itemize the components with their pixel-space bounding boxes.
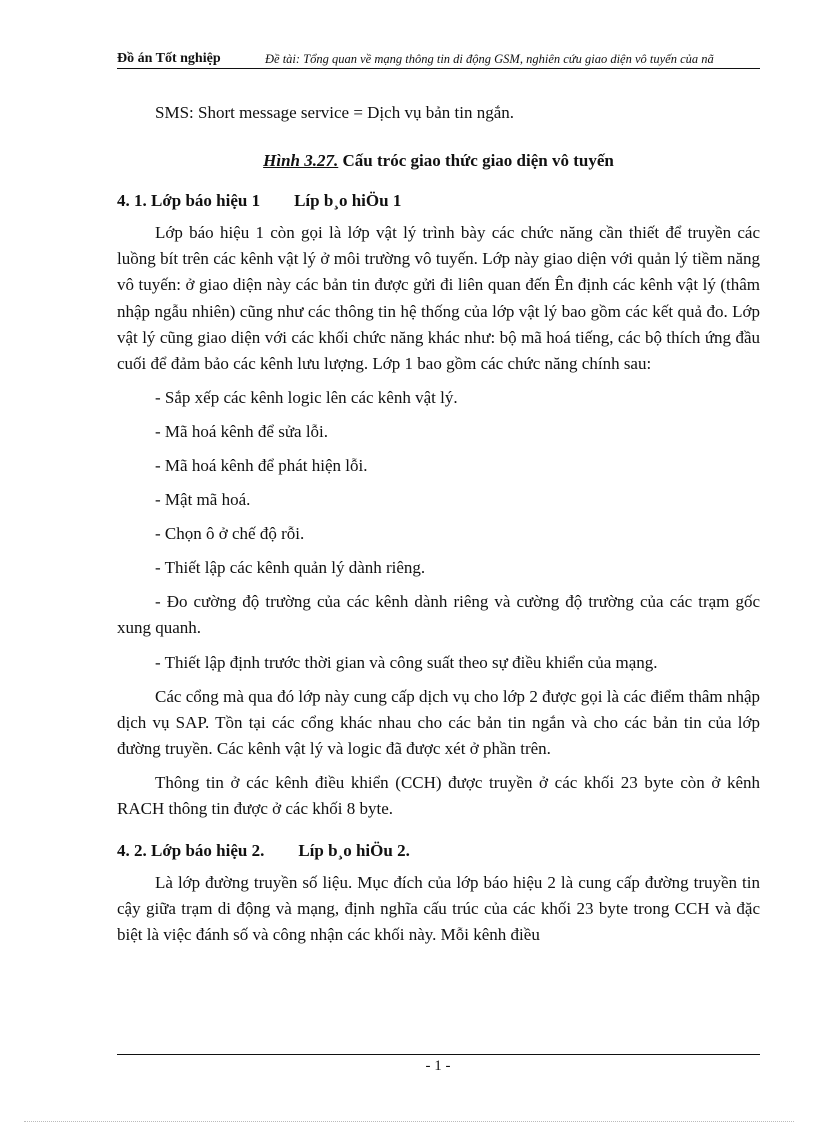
page-header [117,50,760,69]
figure-caption [117,151,760,171]
section-2-paragraph-1: Là lớp đường truyền số liệu. Mục đích của lớp báo hiệu 2 là cung cấp đường truyền tin cậy giữa trạm di động và mạng, định nghĩa cấu trúc của các khối 23 byte trong CCH và đặc biệt là việc đánh số và công nhận các khối này. Mỗi kênh điều [117,872,760,945]
header-topic: Đề tài: Tổng quan về mạng thông tin di động GSM, nghiên cứu giao diện vô tuyến của nã [265,52,714,66]
page-bottom-border [24,1121,794,1122]
footer-rule [117,1054,760,1055]
section-heading-2 [117,841,760,861]
figure-title: Cấu tróc giao thức giao diện vô tuyến [338,151,614,170]
section-1-title: 4. 1. Lớp báo hiệu 1 [117,191,261,210]
section-2-title: 4. 2. Lớp báo hiệu 2. [117,840,265,860]
section-heading-1 [117,191,760,211]
list-item: - Đo cường độ trường của các kênh dành riêng và cường độ trường của các trạm gốc xung quanh. [117,592,760,638]
list-item: - Chọn ô ở chế độ rỗi. [155,524,305,544]
section-1-paragraph-2: Các cổng mà qua đó lớp này cung cấp dịch vụ cho lớp 2 được gọi là các điểm thâm nhập dịch vụ SAP. Tồn tại các cổng khác nhau cho các bản tin ngắn và cho các bản tin của lớp đường truyền. Các kênh vật lý và logic đã được xét ở phần trên. [117,686,760,759]
document-body [117,100,760,948]
list-item: - Mã hoá kênh để sửa lỗi. [155,422,329,442]
list-item: - Mật mã hoá. [155,490,251,510]
list-item: - Sắp xếp các kênh logic lên các kênh vật lý. [155,388,458,408]
header-thesis-label: Đồ án Tốt nghiệp [117,51,221,66]
section-1-paragraph-3: Thông tin ở các kênh điều khiển (CCH) được truyền ở các khối 23 byte còn ở kênh RACH thông tin được ở các khối 8 byte. [117,773,760,819]
sms-definition: SMS: Short message service = Dịch vụ bản tin ngắn. [155,103,514,122]
section-1-title-alt: Líp b¸o hiÖu 1 [294,191,402,210]
section-2-title-alt: Líp b¸o hiÖu 2. [298,840,410,860]
page-number: - 1 - [425,1058,451,1074]
list-item: - Thiết lập định trước thời gian và công suất theo sự điều khiển của mạng. [155,652,658,672]
list-item: - Mã hoá kênh để phát hiện lỗi. [155,456,368,476]
figure-number: Hình 3.27. [263,151,339,170]
list-item: - Thiết lập các kênh quản lý dành riêng. [155,558,426,578]
section-1-paragraph-1: Lớp báo hiệu 1 còn gọi là lớp vật lý trình bày các chức năng cần thiết để truyền các luồng bít trên các kênh vật lý ở môi trường vô tuyến. Lớp này giao diện với quản lý tiềm năng vô tuyến: ở giao diện này các bản tin được gửi đi liên quan đến Ên định các kênh vật lý (thâm nhập ngẫu nhiên) cũng như các thông tin hệ thống của lớp vật lý bao gồm các kết quả đo. Lớp vật lý cũng giao diện với các khối chức năng khác như: bộ mã hoá tiếng, các bộ thích ứng đầu cuối để đảm bảo các kênh lưu lượng. Lớp 1 bao gồm các chức năng chính sau: [117,223,760,374]
